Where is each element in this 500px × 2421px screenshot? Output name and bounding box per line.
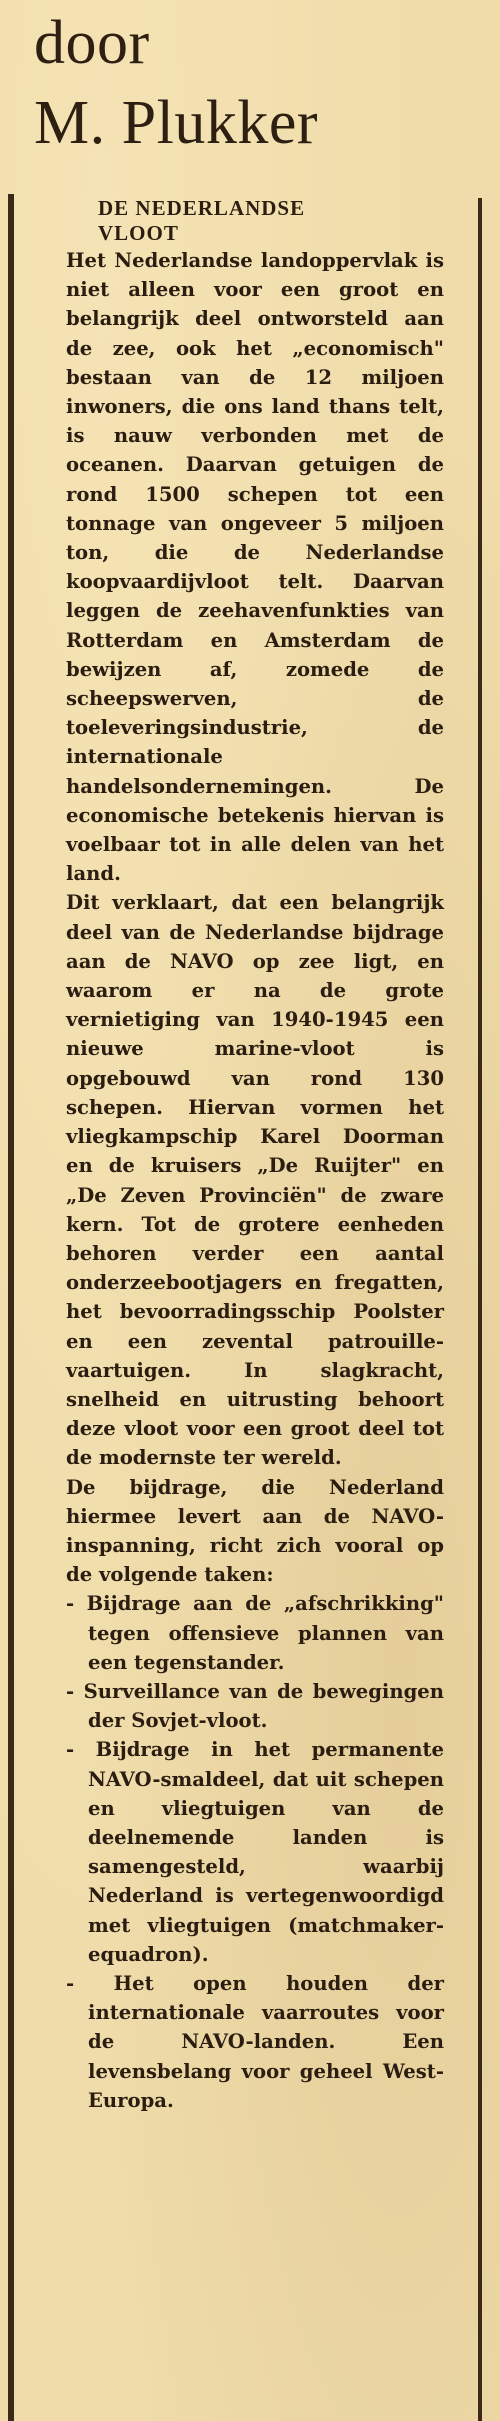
- task-list: [66, 1589, 444, 2115]
- column-rule-left: [8, 194, 14, 2421]
- task-list-item: - Surveillance van de bewegingen der Sovjet-vloot.: [66, 1679, 444, 1733]
- task-list-item: - Het open houden der internationale vaarroutes voor de NAVO-landen. Een levensbelang voor geheel West-Europa.: [66, 1971, 444, 2112]
- paragraph-2: Dit verklaart, dat een belangrijk deel van de Nederlandse bijdrage aan de NAVO op zee ligt, en waarom er na de grote vernietiging van 1940-1945 een nieuwe marine-vloot is opgebouwd van rond 130 schepen. Hiervan vormen het vliegkampschip Karel Doorman en de kruisers „De Ruijter" en „De Zeven Provinciën" de zware kern. Tot de grotere eenheden behoren verder een aantal onderzeebootjagers en fregatten, het bevoorradingsschip Poolster en een zevental patrouille-vaartuigen. In slagkracht, snelheid en uitrusting behoort deze vloot voor een groot deel tot de modernste ter wereld.: [66, 891, 444, 1470]
- article-body: [66, 196, 444, 2115]
- task-list-item: - Bijdrage aan de „afschrikking" tegen offensieve plannen van een tegenstander.: [66, 1592, 444, 1674]
- column-rule-right: [478, 198, 482, 2421]
- section-heading-line2: VLOOT: [98, 221, 179, 245]
- paragraph-1: Het Nederlandse landoppervlak is niet alleen voor een groot en belangrijk deel ontworsteld aan de zee, ook het „economisch" bestaan van de 12 miljoen inwoners, die ons land thans telt, is nauw verbonden met de oceanen. Daarvan getuigen de rond 1500 schepen tot een tonnage van ongeveer 5 miljoen ton, die de Nederlandse koopvaardijvloot telt. Daarvan leggen de zeehavenfunkties van Rotterdam en Amsterdam de bewijzen af, zomede de scheepswerven, de toeleveringsindustrie, de internationale handelsondernemingen. De economische betekenis hiervan is voelbaar tot in alle delen van het land.: [66, 249, 444, 886]
- byline-prefix: door: [34, 9, 150, 77]
- section-heading-line1: DE NEDERLANDSE: [98, 196, 306, 220]
- paragraph-3: De bijdrage, die Nederland hiermee levert aan de NAVO-inspanning, richt zich vooral op de volgende taken:: [66, 1475, 444, 1587]
- section-heading: [66, 196, 444, 246]
- author-name: M. Plukker: [34, 89, 318, 157]
- task-list-item: - Bijdrage in het permanente NAVO-smaldeel, dat uit schepen en vliegtuigen van de deelnemende landen is samengesteld, waarbij Nederland is vertegenwoordigd met vliegtuigen (matchmaker-equadron).: [66, 1738, 444, 1966]
